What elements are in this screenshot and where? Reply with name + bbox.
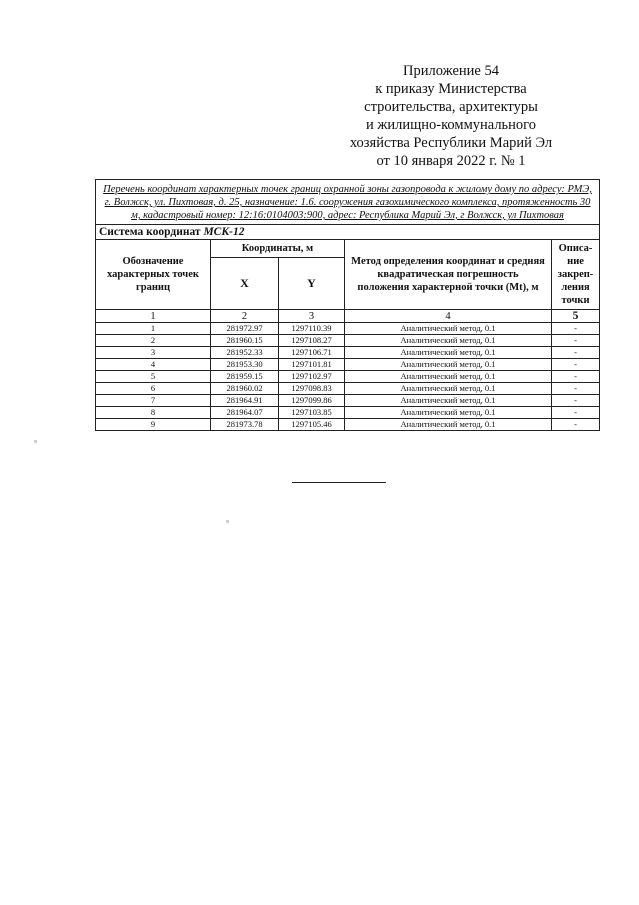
description-cell: - (552, 407, 600, 419)
y-cell: 1297103.85 (279, 407, 345, 419)
coordinate-system (96, 225, 600, 240)
point-cell: 9 (96, 419, 211, 431)
method-cell: Аналитический метод, 0.1 (345, 347, 552, 359)
method-cell: Аналитический метод, 0.1 (345, 407, 552, 419)
x-cell: 281960.15 (211, 335, 279, 347)
header-y: Y (279, 258, 345, 310)
y-cell: 1297101.81 (279, 359, 345, 371)
header-coordinates: Координаты, м (211, 240, 345, 258)
description-cell: - (552, 323, 600, 335)
description-cell: - (552, 371, 600, 383)
header-line: Приложение 54 (403, 63, 499, 79)
header-line: от 10 января 2022 г. № 1 (376, 153, 526, 169)
header-designation: Обозначение характерных точек границ (96, 240, 211, 310)
x-cell: 281973.78 (211, 419, 279, 431)
table-row (96, 347, 600, 359)
table-row (96, 335, 600, 347)
description-cell: - (552, 359, 600, 371)
column-number-row (96, 310, 600, 323)
y-cell: 1297098.83 (279, 383, 345, 395)
point-cell: 5 (96, 371, 211, 383)
table-row (96, 407, 600, 419)
x-cell: 281964.91 (211, 395, 279, 407)
description-cell: - (552, 347, 600, 359)
header-line: хозяйства Республики Марий Эл (349, 135, 553, 151)
scan-artifact-dot (226, 520, 229, 523)
table-row (96, 359, 600, 371)
table-row (96, 419, 600, 431)
method-cell: Аналитический метод, 0.1 (345, 371, 552, 383)
table-row (96, 383, 600, 395)
y-cell: 1297099.86 (279, 395, 345, 407)
y-cell: 1297106.71 (279, 347, 345, 359)
header-description: Описа-ние закреп-ления точки (552, 240, 600, 310)
x-cell: 281953.30 (211, 359, 279, 371)
column-number: 3 (279, 310, 345, 323)
column-number: 5 (552, 310, 600, 323)
x-cell: 281960.02 (211, 383, 279, 395)
header-line: строительства, архитектуры (364, 99, 538, 115)
signature-divider-line (292, 482, 386, 483)
method-cell: Аналитический метод, 0.1 (345, 383, 552, 395)
table-row (96, 371, 600, 383)
point-cell: 8 (96, 407, 211, 419)
x-cell: 281972.97 (211, 323, 279, 335)
x-cell: 281964.07 (211, 407, 279, 419)
coordinates-table (95, 179, 600, 431)
table-title: Перечень координат характерных точек границ охранной зоны газопровода к жилому дому по адресу: РМЭ, г. Волжск, ул. Пихтовая, д. 25, назначение: 1.6. сооружения газохимического комплекса, протяженность 30 м, кадастровый номер: 12:16:0104003:900, адрес: Республика Марий Эл, г Волжск, ул Пихтовая (96, 180, 600, 225)
header-line: к приказу Министерства (375, 81, 527, 97)
column-number: 1 (96, 310, 211, 323)
y-cell: 1297105.46 (279, 419, 345, 431)
header-line: и жилищно-коммунального (365, 117, 537, 133)
point-cell: 6 (96, 383, 211, 395)
description-cell: - (552, 419, 600, 431)
point-cell: 3 (96, 347, 211, 359)
coordinate-system-label: Система координат (99, 226, 204, 238)
column-number: 2 (211, 310, 279, 323)
column-number: 4 (345, 310, 552, 323)
table-row (96, 395, 600, 407)
coordinate-system-value: МСК-12 (203, 226, 245, 238)
header-method: Метод определения координат и средняя квадратическая погрешность положения характерной точки (Mt), м (345, 240, 552, 310)
y-cell: 1297110.39 (279, 323, 345, 335)
description-cell: - (552, 335, 600, 347)
table-row (96, 323, 600, 335)
header-x: X (211, 258, 279, 310)
description-cell: - (552, 395, 600, 407)
method-cell: Аналитический метод, 0.1 (345, 419, 552, 431)
method-cell: Аналитический метод, 0.1 (345, 359, 552, 371)
description-cell: - (552, 383, 600, 395)
x-cell: 281959.15 (211, 371, 279, 383)
x-cell: 281952.33 (211, 347, 279, 359)
point-cell: 1 (96, 323, 211, 335)
y-cell: 1297102.97 (279, 371, 345, 383)
method-cell: Аналитический метод, 0.1 (345, 335, 552, 347)
y-cell: 1297108.27 (279, 335, 345, 347)
method-cell: Аналитический метод, 0.1 (345, 323, 552, 335)
appendix-header (321, 62, 581, 170)
point-cell: 4 (96, 359, 211, 371)
point-cell: 7 (96, 395, 211, 407)
method-cell: Аналитический метод, 0.1 (345, 395, 552, 407)
scan-artifact-dot (34, 440, 37, 443)
point-cell: 2 (96, 335, 211, 347)
